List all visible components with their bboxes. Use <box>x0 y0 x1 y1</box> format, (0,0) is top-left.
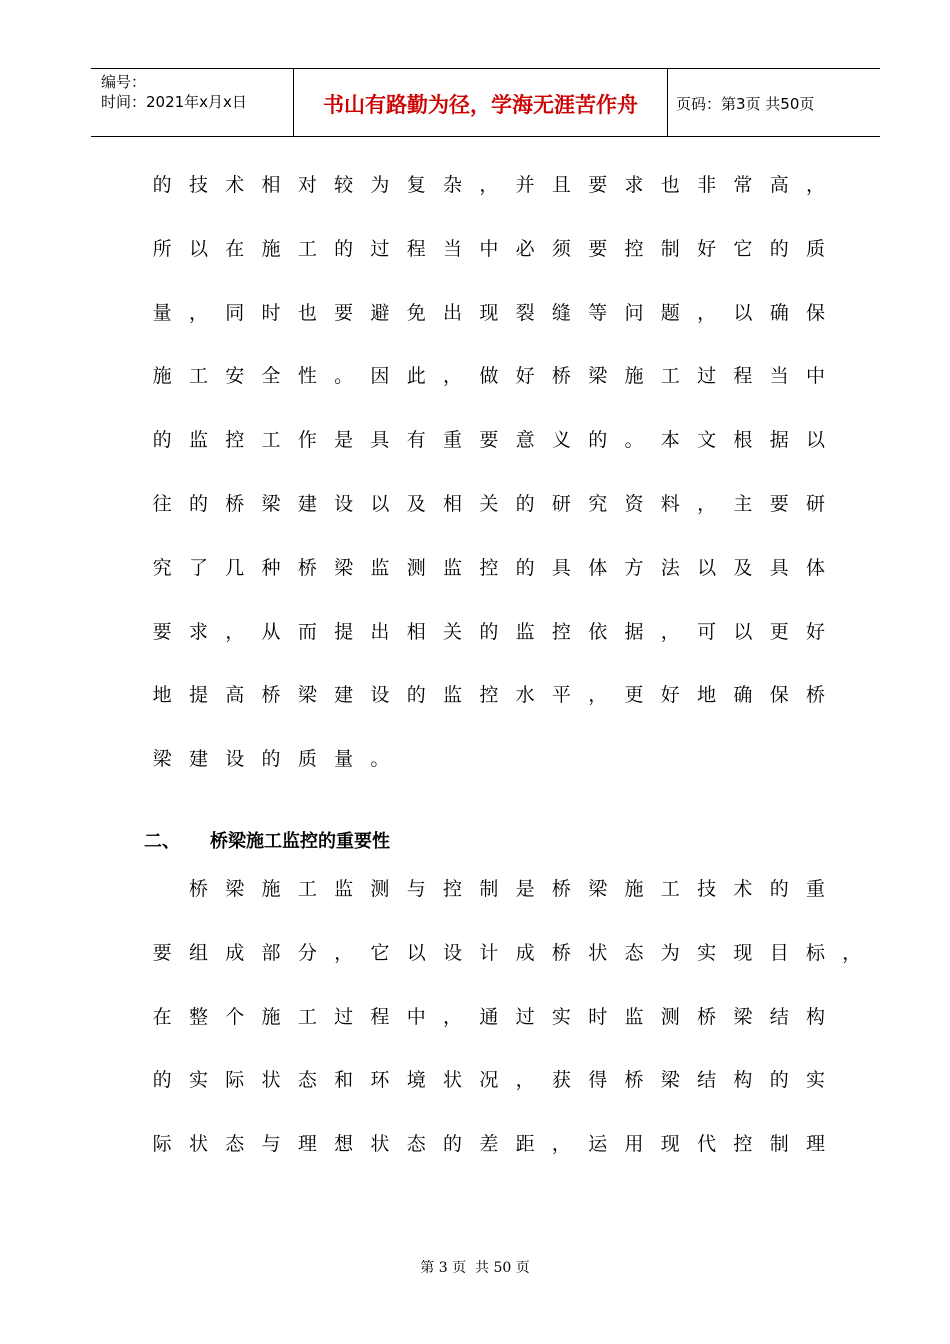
text-line: 桥 梁 施 工 监 测 与 控 制 是 桥 梁 施 工 技 术 的 重 <box>188 878 825 900</box>
text-line: 地 提 高 桥 梁 建 设 的 监 控 水 平 ， 更 好 地 确 保 桥 <box>152 684 825 707</box>
text-line: 在 整 个 施 工 过 程 中 ， 通 过 实 时 监 测 桥 梁 结 构 <box>152 1005 825 1028</box>
text-line: 施 工 安 全 性 。 因 此 ， 做 好 桥 梁 施 工 过 程 当 中 <box>152 365 825 388</box>
time-label: 时间：2021年x月x日 <box>101 93 247 111</box>
text-line: 的 监 控 工 作 是 具 有 重 要 意 义 的 。 本 文 根 据 以 <box>152 429 825 452</box>
text-line: 际 状 态 与 理 想 状 态 的 差 距 ， 运 用 现 代 控 制 理 <box>152 1133 825 1156</box>
page-footer: 第 3 页 共 50 页 <box>420 1260 530 1276</box>
motto: 书山有路勤为径，学海无涯苦作舟 <box>323 93 638 117</box>
header-page-cell <box>666 69 880 136</box>
text-line: 量 ， 同 时 也 要 避 免 出 现 裂 缝 等 问 题 ， 以 确 保 <box>152 301 825 324</box>
text-line: 究 了 几 种 桥 梁 监 测 监 控 的 具 体 方 法 以 及 具 体 <box>152 556 825 579</box>
number-label: 编号： <box>101 73 147 91</box>
text-line: 所 以 在 施 工 的 过 程 当 中 必 须 要 控 制 好 它 的 质 <box>152 237 825 260</box>
text-line: 的 实 际 状 态 和 环 境 状 况 ， 获 得 桥 梁 结 构 的 实 <box>152 1069 825 1092</box>
section-number: 二、 <box>144 831 180 852</box>
section-heading <box>144 827 390 853</box>
text-line: 要 求 ， 从 而 提 出 相 关 的 监 控 依 据 ， 可 以 更 好 <box>152 620 825 643</box>
text-line: 梁 建 设 的 质 量 。 <box>152 748 390 771</box>
text-line: 的 技 术 相 对 较 为 复 杂 ， 并 且 要 求 也 非 常 高 ， <box>152 174 825 196</box>
header-meta-cell <box>91 69 293 136</box>
text-line: 要 组 成 部 分 ， 它 以 设 计 成 桥 状 态 为 实 现 目 标 ， <box>152 941 862 964</box>
section-title: 桥梁施工监控的重要性 <box>210 831 390 852</box>
text-line: 往 的 桥 梁 建 设 以 及 相 关 的 研 究 资 料 ， 主 要 研 <box>152 493 825 515</box>
page-header <box>91 68 880 137</box>
header-motto-cell <box>293 69 668 136</box>
page-info: 页码：第3页 共50页 <box>676 95 815 113</box>
